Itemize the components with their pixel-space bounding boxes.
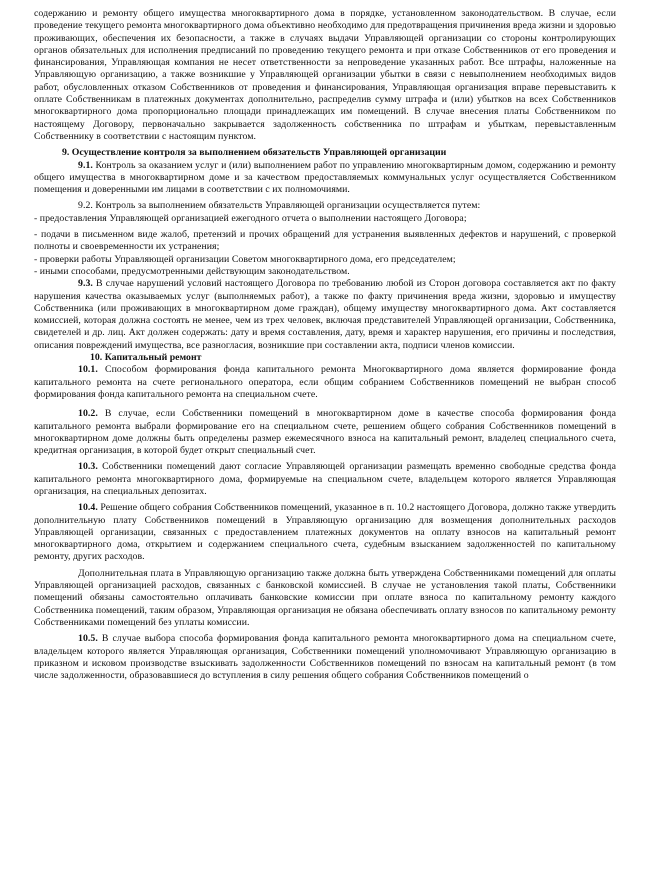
clause-9-3	[34, 278, 616, 352]
clause-number: 10.5.	[78, 633, 98, 645]
clause-number: 10.3.	[78, 461, 98, 473]
clause-number: 10.4.	[78, 502, 98, 514]
continued-paragraph: содержанию и ремонту общего имущества многоквартирного дома в порядке, установленном законодательством. В случае, если проведение текущего ремонта многоквартирного дома объективно необходимо для предотвращения причинения вреда жизни и здоровью проживающих, обеспечения их безопасности, а также в случаях выдачи Управляющей организации со стороны контролирующих органов обязательных для исполнения предписаний по проведению текущего ремонта и при отказе Собственников от его проведения и финансирования, Управляющая компания не несет ответственности за непроведение указанных работ. Все штрафы, наложенные на Управляющую организацию, а также возникшие у Управляющей организации убытки в связи с невыполнением необходимых видов работ, обусловленных отказом Собственников от проведения и финансирования, Управляющая организация вправе перевыставить к оплате Собственникам в платежных документах дополнительно, распределив сумму штрафа и (или) убытков на всех Собственников многоквартирного дома пропорционально площади принадлежащих им помещений. В случае внесения платы Собственником по настоящему Договору, первоначально закрывается задолженность собственника по штрафам и убыткам, перевыставленным Собственнику в соответствии с настоящим пунктом.	[34, 8, 616, 142]
clause-text: Решение общего собрания Собственников помещений, указанное в п. 10.2 настоящего Договора, должно также утвердить дополнительную плату Собственников помещений в Управляющую организацию для возмещения дополнительных расходов Управляющей организации, связанных с предоставлением платежных документов на оплату взносов на капитальный ремонт многоквартирного дома, открытием и содержанием специального счета, судебным взысканием задолженностей по капитальному ремонту, других расходов.	[34, 502, 616, 563]
clause-number: 10.1.	[78, 364, 98, 376]
additional-fee-paragraph: Дополнительная плата в Управляющую организацию также должна быть утверждена Собственниками помещений для оплаты Управляющей организацией расходов, связанных с банковской комиссией. В случае не установления такой платы, Собственники помещений обязаны самостоятельно оплачивать банковские комиссии при оплате взноса по капитальному ремонту каждого Собственника помещений, таким образом, Управляющая организация не обязана обеспечивать оплату взносов по капитальному ремонту Собственниками помещений без уплаты комиссии.	[34, 567, 616, 628]
clause-10-5	[34, 633, 616, 682]
list-item: - подачи в письменном виде жалоб, претензий и прочих обращений для устранения выявленных дефектов и нарушений, с проверкой полноты и своевременности их устранения;	[34, 229, 616, 253]
clause-text: В случае, если Собственники помещений в многоквартирном доме в качестве способа формирования фонда капитального ремонта выбрали формирование его на специальном счете, решением общего собрания Собственников помещений в многоквартирном доме должны быть определены размер ежемесячного взноса на капитальный ремонт, владелец специального счета, кредитная организация, в которой будет открыт специальный счет.	[34, 408, 616, 457]
clause-10-3	[34, 461, 616, 498]
clause-text: В случае выбора способа формирования фонда капитального ремонта многоквартирного дома на специальном счете, владельцем которого является Управляющая организация, Собственники помещений уполномочивают Управляющую организацию в приказном и исковом производстве взыскивать задолженности Собственников помещений по взносам на капитальный ремонт (в том числе задолженности, образовавшиеся до вступления в силу решения общего собрания Собственников помещений о	[34, 633, 616, 682]
clause-10-2	[34, 408, 616, 457]
list-item: - предоставления Управляющей организацией ежегодного отчета о выполнении настоящего Договора;	[34, 212, 467, 224]
clause-10-1	[34, 364, 616, 401]
clause-9-2: 9.2. Контроль за выполнением обязательств Управляющей организации осуществляется путем:	[78, 200, 481, 212]
clause-text: В случае нарушений условий настоящего Договора по требованию любой из Сторон договора составляется акт по факту нарушения качества оказываемых услуг (выполняемых работ), а также по факту причинения вреда жизни, здоровью и имуществу Собственника (или проживающих в многоквартирном доме граждан), общему имуществу многоквартирного дома. Акт составляется комиссией, которая должна состоять не менее, чем из трех человек, включая представителей Управляющей организации, Собственника, свидетелей и др. лиц. Акт должен содержать: дату и время составления, дату, время и характер нарушения, его причины и последствия, описания повреждений имущества, все разногласия, возникшие при составлении акта, подписи членов комиссии.	[34, 278, 616, 351]
list-item: - иными способами, предусмотренными действующим законодательством.	[34, 265, 350, 277]
clause-text: Способом формирования фонда капитального ремонта Многоквартирного дома является формирование фонда капитального ремонта на счете регионального оператора, если общим собранием Собственников помещений не выбран способ формирования фонда капитального ремонта на специальном счете.	[34, 364, 616, 400]
clause-number: 9.3.	[78, 278, 93, 290]
section-10-heading: 10. Капитальный ремонт	[90, 352, 202, 364]
clause-9-1	[34, 160, 616, 197]
clause-text: Контроль за оказанием услуг и (или) выполнением работ по управлению многоквартирным домом, содержанию и ремонту общего имущества в многоквартирном доме и за качеством предоставляемых коммунальных услуг осуществляется Собственником помещения и доверенными им лицами в соответствии с их полномочиями.	[34, 159, 616, 196]
clause-number: 9.1.	[78, 159, 93, 171]
clause-text: Собственники помещений дают согласие Управляющей организации размещать временно свободные средства фонда капитального ремонта многоквартирного дома, формируемые на специальном счете, владельцем которого является Управляющая организация, на специальных депозитах.	[34, 461, 616, 497]
clause-10-4	[34, 502, 616, 563]
section-9-heading: 9. Осуществление контроля за выполнением обязательств Управляющей организации	[62, 147, 447, 159]
list-item: - проверки работы Управляющей организации Советом многоквартирного дома, его председателем;	[34, 253, 456, 265]
clause-number: 10.2.	[78, 408, 98, 420]
